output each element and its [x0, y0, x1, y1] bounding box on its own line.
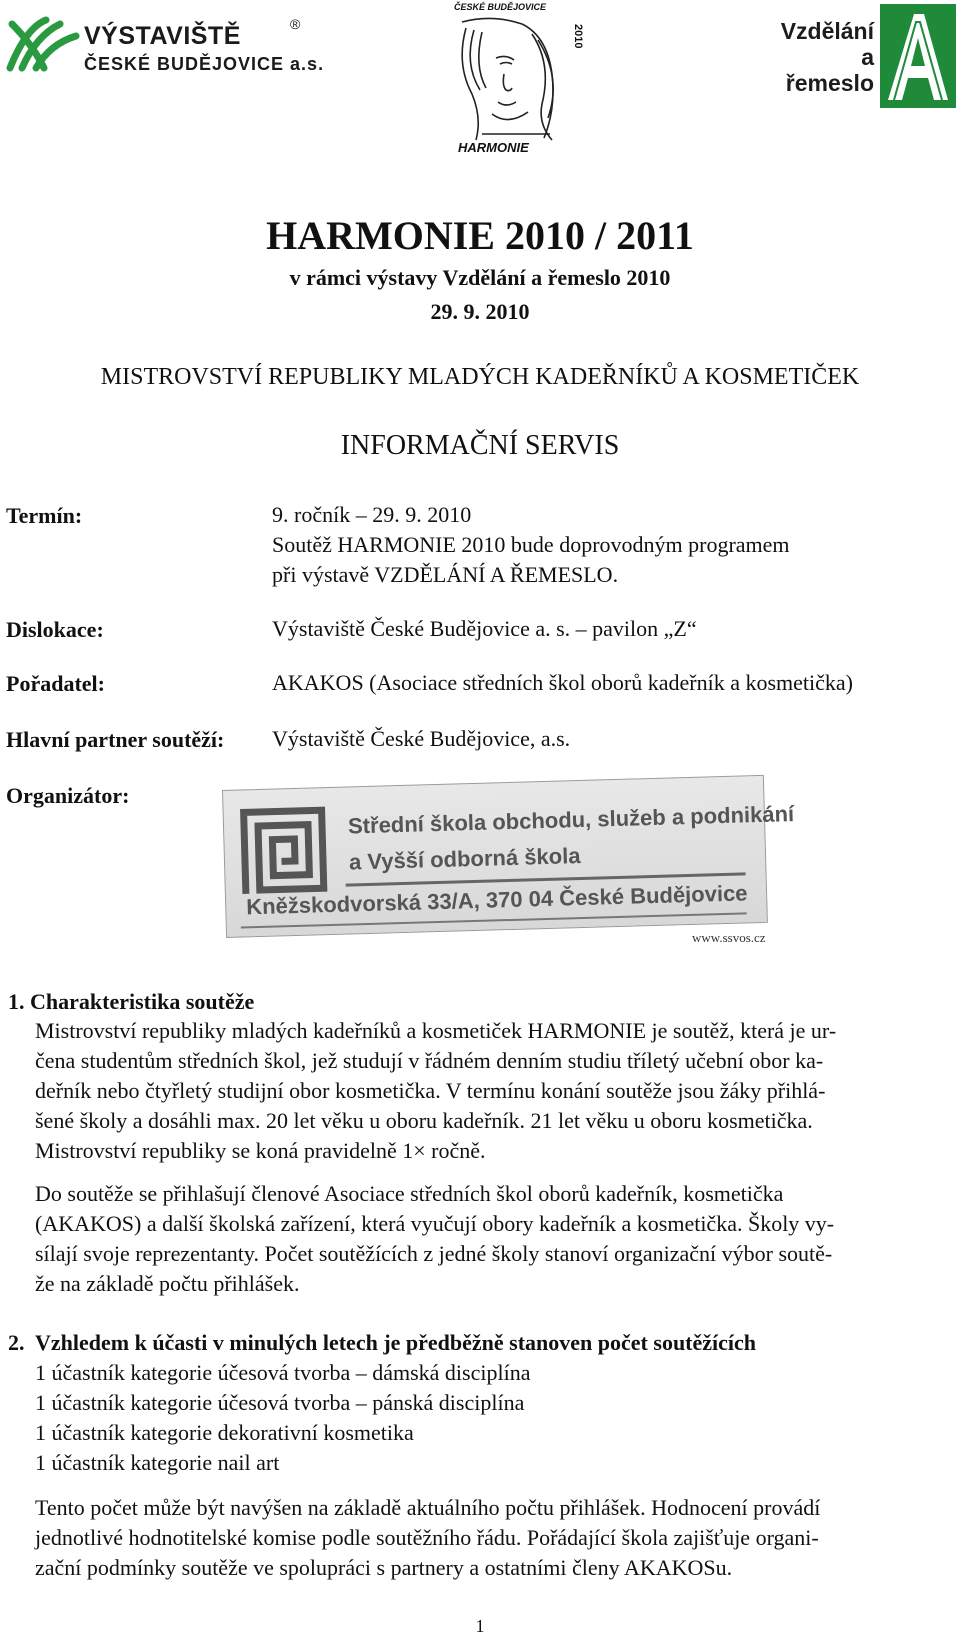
text-line: (AKAKOS) a další školská zařízení, která vyučují obory kadeřník a kosmetička. Školy vy-	[35, 1211, 835, 1236]
text-line: Tento počet může být navýšen na základě aktuálního počtu přihlášek. Hodnocení provádí	[35, 1495, 821, 1520]
harmonie-logo	[452, 2, 586, 162]
letter-a-emblem-icon	[880, 4, 956, 108]
text-line: Do soutěže se přihlašují členové Asociace středních škol oborů kadeřník, kosmetička	[35, 1181, 784, 1206]
organizer-logo	[222, 775, 795, 938]
list-item: 1 účastník kategorie dekorativní kosmetika	[35, 1420, 414, 1445]
vzdelani-logo-box	[880, 4, 956, 108]
harmonie-logo-bottom: HARMONIE	[458, 140, 529, 155]
termin-value	[272, 500, 790, 590]
info-service-title: INFORMAČNÍ SERVIS	[340, 430, 620, 461]
vzdelani-logo	[766, 4, 956, 108]
organizator-label: Organizátor:	[6, 783, 130, 808]
page-title: HARMONIE 2010 / 2011	[266, 213, 694, 258]
partner-label: Hlavní partner soutěží:	[6, 727, 225, 752]
vzdelani-logo-line3: řemeslo	[785, 70, 874, 96]
organizer-line1: Střední škola obchodu, služeb a podnikání	[347, 801, 795, 839]
dislokace-label: Dislokace:	[6, 617, 104, 642]
section2-heading: Vzhledem k účasti v minulých letech je předběžně stanoven počet soutěžících	[35, 1330, 757, 1355]
dislokace-value: Výstaviště České Budějovice a. s. – pavilon „Z“	[272, 616, 697, 641]
participants-list	[35, 1358, 530, 1478]
termin-label: Termín:	[6, 503, 83, 528]
section1-heading: 1. Charakteristika soutěže	[8, 989, 255, 1014]
organizer-website: www.ssvos.cz	[692, 930, 766, 945]
poradatel-label: Pořadatel:	[6, 671, 105, 696]
vystaviste-logo-line2: ČESKÉ BUDĚJOVICE a.s.	[84, 54, 325, 74]
registered-mark: ®	[290, 16, 301, 32]
section2-paragraph	[35, 1493, 935, 1583]
vzdelani-logo-line1: Vzdělání	[780, 18, 874, 44]
harmonie-logo-top: ČESKÉ BUDĚJOVICE	[454, 2, 547, 12]
text-line: Mistrovství republiky mladých kadeřníků a kosmetiček HARMONIE je soutěž, která je ur-	[35, 1018, 837, 1043]
vzdelani-logo-text	[781, 18, 874, 96]
vystaviste-logo-line1: VÝSTAVIŠTĚ	[84, 22, 241, 50]
list-item: 1 účastník kategorie účesová tvorba – pánská disciplína	[35, 1390, 525, 1415]
text-line: sílají svoje reprezentanty. Počet soutěžících z jedné školy stanoví organizační výbor soutě-	[35, 1241, 833, 1266]
text-line: že na základě počtu přihlášek.	[35, 1271, 300, 1296]
section1-paragraph	[35, 1179, 935, 1299]
vystaviste-logo	[6, 12, 325, 82]
page-number: 1	[475, 1616, 485, 1636]
page-subtitle: v rámci výstavy Vzdělání a řemeslo 2010	[289, 265, 671, 290]
text-line: šené školy a dosáhli max. 20 let věku u oboru kadeřník. 21 let věku u oboru kosmetička.	[35, 1108, 813, 1133]
text-line: deřník nebo čtyřletý studijní obor kosmetička. V termínu konání soutěže jsou žáky přihlá-	[35, 1078, 826, 1103]
event-date: 29. 9. 2010	[430, 299, 530, 324]
organizer-line2: a Vyšší odborná škola	[348, 843, 581, 875]
organizer-address: Kněžskodvorská 33/A, 370 04 České Budějovice	[245, 880, 748, 920]
text-line: zační podmínky soutěže ve spolupráci s partnery a ostatními členy AKAKOSu.	[35, 1555, 733, 1580]
termin-line: Soutěž HARMONIE 2010 bude doprovodným programem	[272, 532, 790, 557]
section2-number: 2.	[8, 1330, 25, 1355]
vystaviste-emblem-icon	[6, 14, 80, 72]
woman-face-sketch-icon	[452, 14, 576, 144]
text-line: Mistrovství republiky se koná pravidelně 1× ročně.	[35, 1138, 486, 1163]
section1-paragraph	[35, 1016, 935, 1166]
poradatel-value: AKAKOS (Asociace středních škol oborů kadeřník a kosmetička)	[272, 670, 854, 695]
termin-line: při výstavě VZDĚLÁNÍ A ŘEMESLO.	[272, 562, 619, 587]
greek-key-spiral-icon	[237, 804, 329, 896]
vzdelani-logo-line2: a	[861, 44, 874, 70]
termin-line: 9. ročník – 29. 9. 2010	[272, 502, 472, 527]
text-line: čena studentům středních škol, jež studují v řádném denním studiu tříletý učební obor ka-	[35, 1048, 824, 1073]
list-item: 1 účastník kategorie účesová tvorba – dámská disciplína	[35, 1360, 531, 1385]
harmonie-logo-year: 2010	[572, 24, 584, 49]
championship-title: MISTROVSTVÍ REPUBLIKY MLADÝCH KADEŘNÍKŮ A KOSMETIČEK	[100, 364, 860, 390]
partner-value: Výstaviště České Budějovice, a.s.	[272, 726, 571, 751]
text-line: jednotlivé hodnotitelské komise podle soutěžního řádu. Pořádající škola zajišťuje organi-	[35, 1525, 819, 1550]
list-item: 1 účastník kategorie nail art	[35, 1450, 280, 1475]
